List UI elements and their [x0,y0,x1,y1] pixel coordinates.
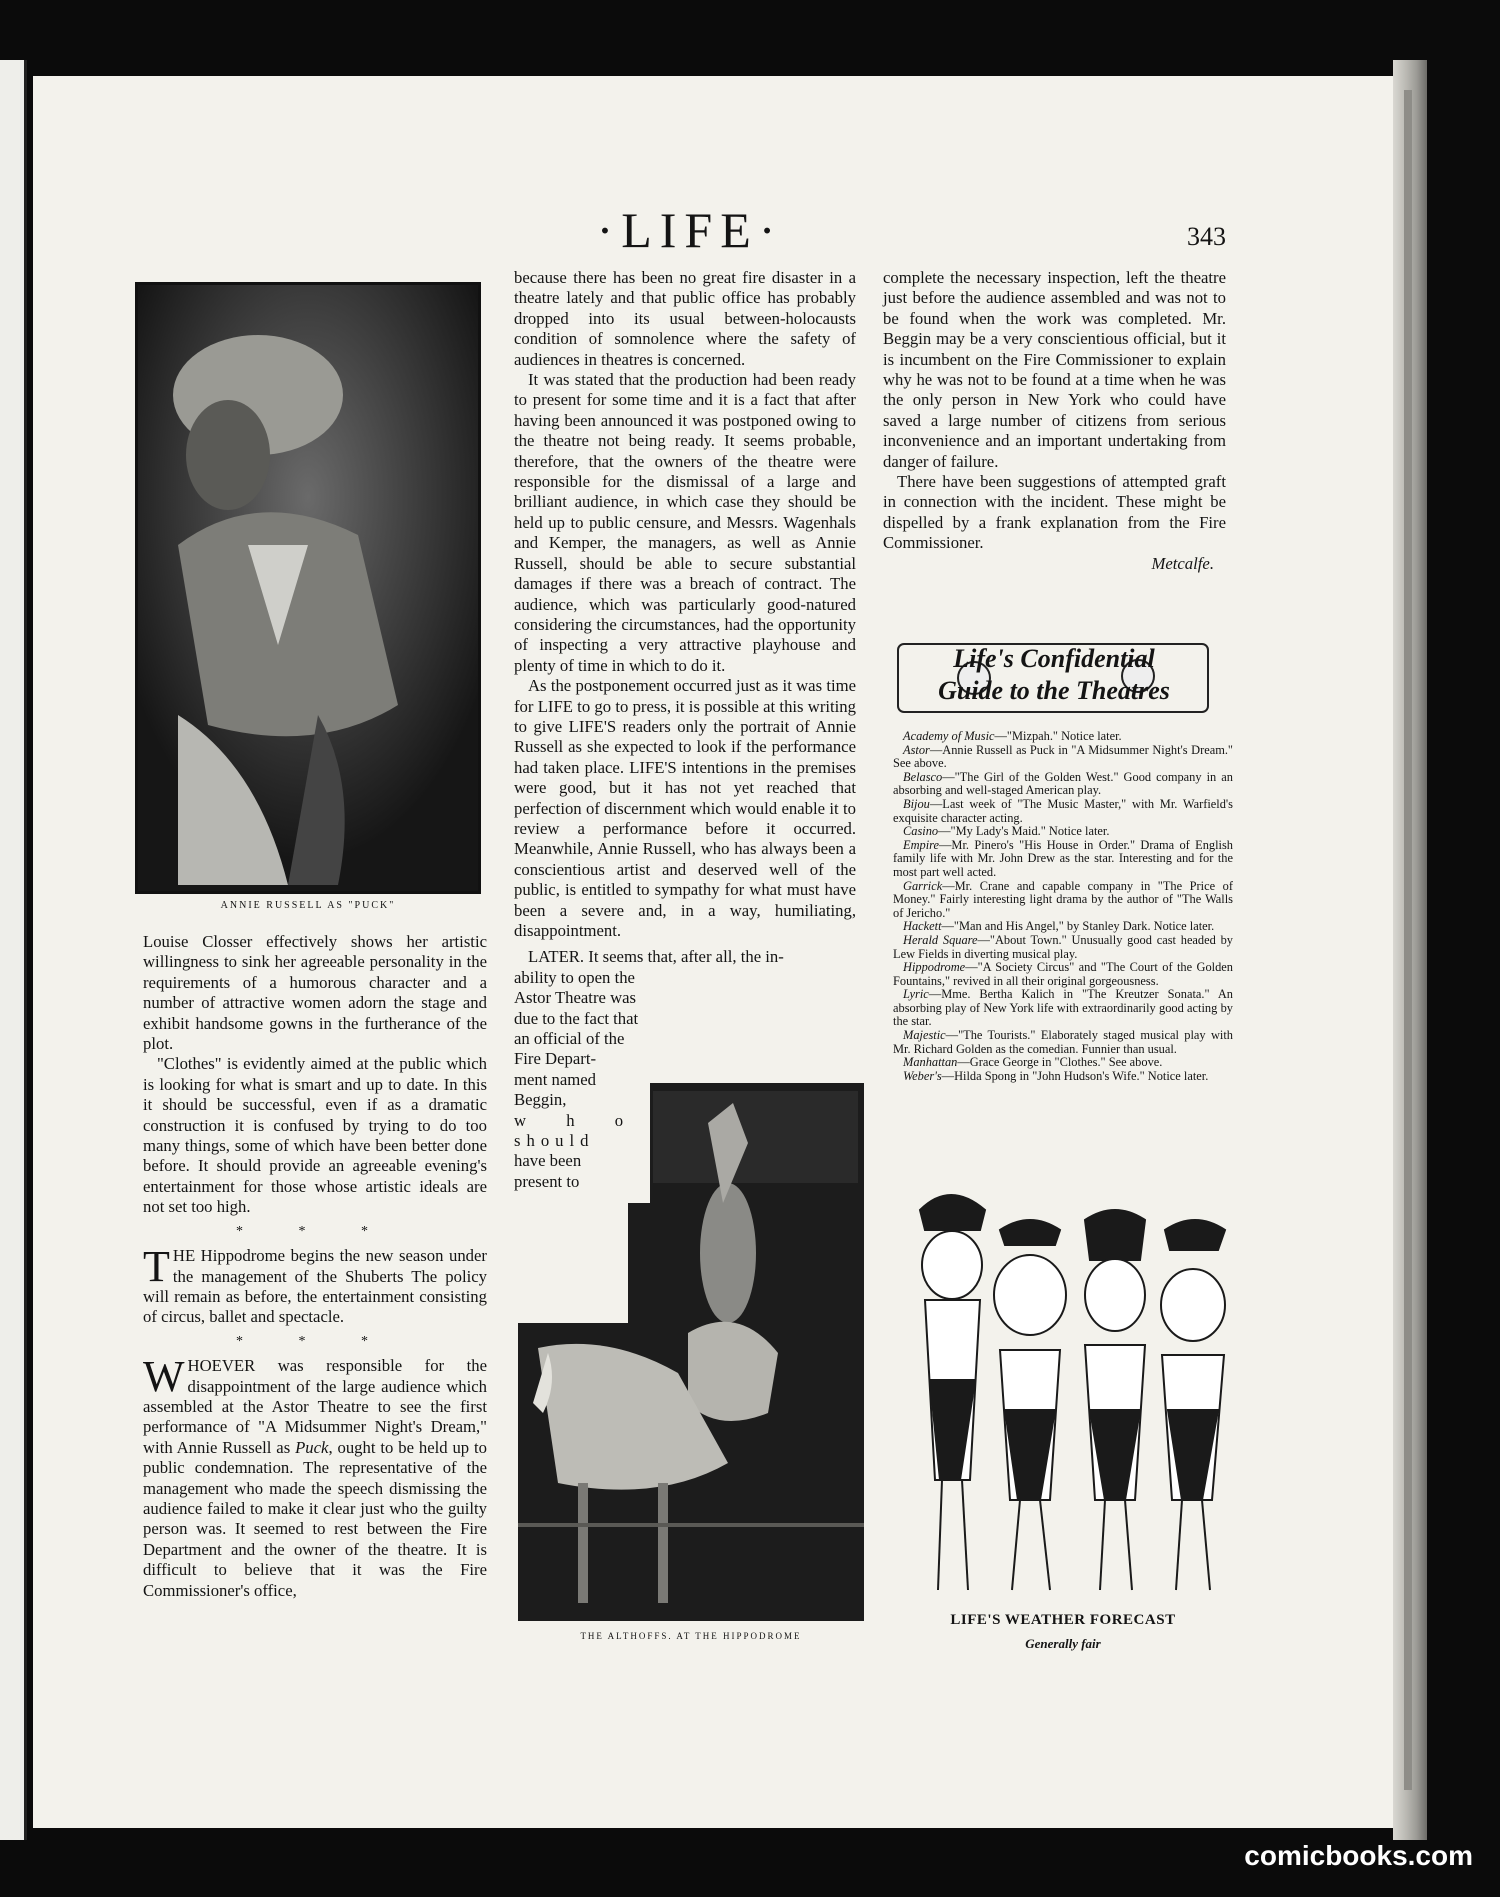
page-number: 343 [1187,222,1226,251]
guide-entry [893,1070,1233,1084]
col1-paragraph-2: "Clothes" is evidently aimed at the public which is looking for what is smart and up to date. In this it should be successful, even if as a dramatic construction it is confused by trying to do too many things, some of which have been better done before. It should provide an agreeable evening's entertainment for those whose artistic ideals are not set too high. [143,1054,487,1217]
later-line-12: present to [514,1171,580,1191]
guide-venue: Herald Square [903,932,978,947]
guide-text: —"Man and His Angel," by Stanley Dark. Notice later. [941,919,1215,934]
later-first-line [514,947,856,967]
column-1 [143,932,487,1601]
guide-text: —Mr. Crane and capable company in "The Price of Money." Fairly interesting light drama by the author of "The Walls of Jericho." [893,878,1233,920]
guide-entry [893,798,1233,825]
annie-russell-photo [135,282,481,894]
later-line-11: have been [514,1151,582,1171]
whoever-text-b: , ought to be held up to public condemnation. The representative of the management who made the speech dismissing the audience failed to make it clear just who the guilty person was. It seemed to rest between the Fire Department and the owner of the theatre. It is difficult to believe that it was the Fire Commissioner's office, [143,1437,487,1600]
guide-entry [893,988,1233,1029]
guide-venue: Hippodrome [903,960,966,975]
later-line-7: ment named [514,1069,597,1089]
section-divider: * * * [236,1223,394,1239]
col1-paragraph-1: Louise Closser effectively shows her artistic willingness to sink her agreeable personality in the requirements of a humorous character and a number of attractive women adorn the stage and exhibit handsome gowns in the furtherance of the plot. [143,932,487,1054]
col2-paragraph-1: because there has been no great fire disaster in a theatre lately and that public office has probably dropped into its usual between-holocausts condition of somnolence where the safety of audiences in theatres is concerned. [514,268,856,369]
guide-banner-line-2: Guide to the Theatres [938,676,1170,705]
guide-venue: Weber's [903,1068,942,1083]
guide-text: —"About Town." Unusually good cast headed by Lew Fields in diverting musical play. [893,932,1233,961]
later-line-1: It seems that, after all, the in- [588,947,784,967]
guide-text: —"The Girl of the Golden West." Good company in an absorbing and well-staged American play. [893,769,1233,798]
guide-text: —Hilda Spong in "John Hudson's Wife." Notice later. [941,1068,1209,1083]
col3-paragraph-1: complete the necessary inspection, left the theatre just before the audience assembled and was not to be found when the work was completed. Mr. Beggin may be a very conscientious official, but it is incumbent on the Fire Commissioner to explain why he was not to be found at a time when he was the only person in New York who could have saved a large number of citizens from serious inconvenience and an important undertaking from danger of failure. [883,268,1226,471]
guide-text: —"The Tourists." Elaborately staged musical play with Mr. Richard Golden as the comedian. Funnier than usual. [893,1028,1233,1056]
guide-banner [888,638,1220,718]
page-edge-shadow [1404,90,1412,1790]
weather-forecast-illustration [900,1180,1230,1606]
guide-venue: Hackett [903,919,942,934]
guide-entry [893,771,1233,798]
later-line-2: ability to open the [514,967,635,987]
guide-entry [893,920,1233,934]
col1-paragraph-4 [143,1352,487,1601]
guide-venue: Lyric [903,987,929,1002]
later-line-8: Beggin, [514,1090,567,1110]
later-line-9: w h o [514,1110,642,1130]
guide-banner-line-1: Life's Confidential [953,644,1155,673]
guide-text: —"My Lady's Maid." Notice later. [938,824,1110,839]
althoffs-photo [518,1083,864,1621]
guide-text: —Grace George in "Clothes." See above. [957,1055,1163,1070]
dropcap-t: T [143,1242,170,1292]
guide-entry [893,839,1233,880]
column-3 [883,268,1226,574]
col3-paragraph-2: There have been suggestions of attempted graft in connection with the incident. These might be dispelled by a frank explanation from the Fire Commissioner. [883,472,1226,553]
guide-entry [893,1056,1233,1070]
masthead-title: ·LIFE· [596,202,784,258]
later-line-10: should [514,1131,595,1151]
guide-entry [893,825,1233,839]
guide-venue: Garrick [903,878,943,893]
forecast-title: LIFE'S WEATHER FORECAST [950,1612,1176,1628]
puck-italic: Puck [295,1437,329,1457]
guide-venue: Empire [903,837,940,852]
guide-entry [893,880,1233,921]
guide-entry [893,961,1233,988]
site-watermark: comicbooks.com [1244,1840,1473,1871]
whoever-text-a: HOEVER was responsible for the disappointment of the large audience which assembled at the Astor Theatre to see the first performance of "A Midsummer Night's Dream," with Annie Russell as [143,1356,487,1457]
col2-paragraph-2: It was stated that the production had been ready to present for some time and it is a fact that after having been announced it was postponed owing to the theatre not being ready. It seems probable, therefore, that the owners of the theatre were responsible for the dismissal of a large and brilliant audience, in which case they should be held up to public censure, and Messrs. Wagenhals and Kemper, the managers, as well as Annie Russell, should be able to secure substantial damages if there was a breach of contract. The audience, which was particularly good-natured considering the circumstances, had the opportunity of inspecting a very attractive playhouse and plenty of time in which to do it. [514,370,856,675]
guide-text: —Annie Russell as Puck in "A Midsummer Night's Dream." See above. [893,742,1233,771]
guide-venue: Academy of Music [903,729,995,743]
russell-caption: ANNIE RUSSELL AS "PUCK" [220,900,396,911]
guide-text: —"Mizpah." Notice later. [994,729,1122,743]
col2-paragraph-3: As the postponement occurred just as it was time for LIFE to go to press, it is possible at this writing to give LIFE'S readers only the portrait of Annie Russell as she expected to look if the performance had taken place. LIFE'S intentions in the premises were good, but it has not yet reached that perfection of discernment which would enable it to review a performance before it occurred. Meanwhile, Annie Russell, who has always been a conscientious artist and deserved well of the public, is entitled to sympathy for what must have been a severe and, in a way, humiliating, disappointment. [514,676,856,940]
guide-text: —Mr. Pinero's "His House in Order." Drama of English family life with Mr. John Drew as the star. Interesting and for the most part well acted. [893,837,1233,879]
later-line-6: Fire Depart- [514,1049,597,1069]
guide-venue: Belasco [903,769,943,784]
guide-text: —"A Society Circus" and "The Court of the Golden Fountains," revived in all their original gorgeousness. [893,960,1233,988]
portrait-illustration [138,285,478,891]
guide-text: —Last week of "The Music Master," with Mr. Warfield's exquisite character acting. [893,796,1233,825]
guide-venue: Majestic [903,1028,946,1043]
later-line-5: an official of the [514,1029,625,1049]
althoffs-caption: THE ALTHOFFS. AT THE HIPPODROME [580,1631,802,1641]
later-line-4: due to the fact that [514,1008,639,1028]
guide-venue: Casino [903,824,939,839]
guide-entry [893,934,1233,961]
section-divider-2: * * * [236,1333,394,1349]
column-2 [514,268,856,1192]
author-signature: Metcalfe. [1151,553,1214,573]
hippodrome-text: HE Hippodrome begins the new season under the management of the Shuberts The policy will remain as before, the entertainment consisting of circus, ballet and spectacle. [143,1246,487,1327]
guide-venue: Manhattan [903,1055,958,1070]
col1-paragraph-3 [143,1242,487,1328]
guide-entry [893,1029,1233,1056]
later-line-3: Astor Theatre was [514,988,637,1008]
theatre-guide-list [893,730,1233,1083]
later-heading: LATER. [528,947,585,967]
guide-entry [893,744,1233,771]
guide-text: —Mme. Bertha Kalich in "The Kreutzer Sonata." An absorbing play of New York life with extraordinarily good acting by the star. [893,987,1233,1029]
guide-entry [893,730,1233,744]
guide-venue: Astor [903,742,930,757]
guide-venue: Bijou [903,796,930,811]
left-page-gutter [0,60,27,1840]
forecast-subtitle: Generally fair [1025,1636,1101,1651]
dropcap-w: W [143,1352,185,1402]
